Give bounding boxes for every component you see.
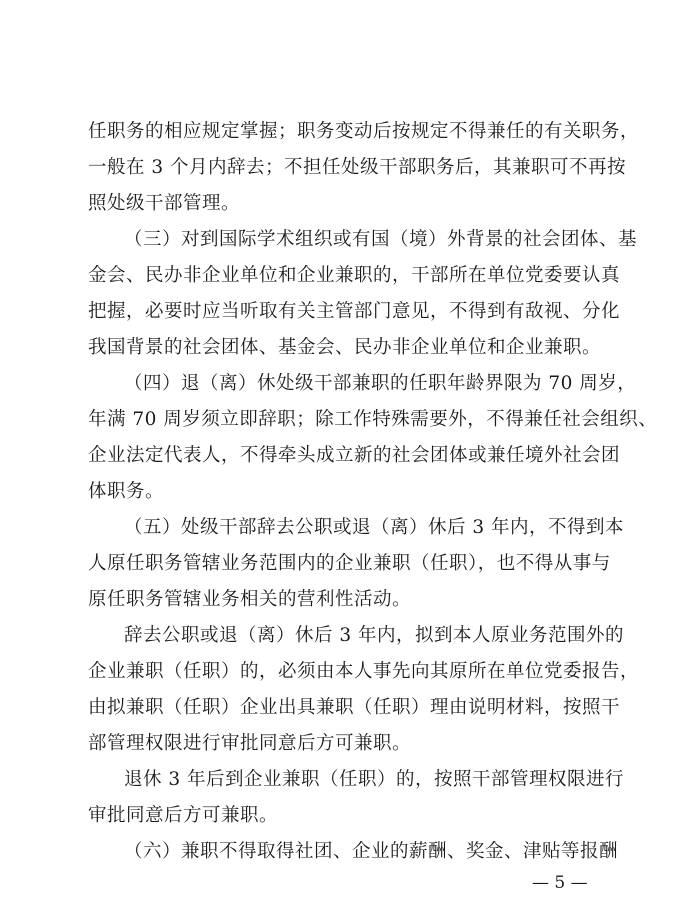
body-text-line: 原任职务管辖业务相关的营利性活动。 [88,589,412,610]
body-text-line: 体职务。 [88,481,165,502]
body-text-line: （六）兼职不得取得社团、企业的薪酬、奖金、津贴等报酬 [124,841,619,862]
body-text-line: 把握，必要时应当听取有关主管部门意见，不得到有敌视、分化 [88,301,621,322]
body-text-line: 由拟兼职（任职）企业出具兼职（任职）理由说明材料，按照干 [88,697,621,718]
body-text-line: 我国背景的社会团体、基金会、民办非企业单位和企业兼职。 [88,337,602,358]
body-text-line: 金会、民办非企业单位和企业兼职的，干部所在单位党委要认真 [88,265,621,286]
body-text-line: 企业法定代表人，不得牵头成立新的社会团体或兼任境外社会团 [88,445,621,466]
body-text-line: （三）对到国际学术组织或有国（境）外背景的社会团体、基 [124,229,638,250]
body-text-line: 一般在 3 个月内辞去；不担任处级干部职务后，其兼职可不再按 [88,157,627,178]
body-text-line: （五）处级干部辞去公职或退（离）休后 3 年内，不得到本 [124,517,625,538]
body-text-line: 照处级干部管理。 [88,193,241,214]
body-text-line: 年满 70 周岁须立即辞职；除工作特殊需要外，不得兼任社会组织、 [88,409,658,430]
body-text-line: 任职务的相应规定掌握；职务变动后按规定不得兼任的有关职务， [88,121,640,142]
body-text-line: 审批同意后方可兼职。 [88,805,279,826]
body-text-line: 辞去公职或退（离）休后 3 年内，拟到本人原业务范围外的 [124,625,625,646]
page-number: — 5 — [532,873,588,893]
body-text-line: 企业兼职（任职）的，必须由本人事先向其原所在单位党委报告， [88,661,640,682]
body-text-line: （四）退（离）休处级干部兼职的任职年龄界限为 70 周岁， [124,373,637,394]
body-text-line: 人原任职务管辖业务范围内的企业兼职（任职），也不得从事与 [88,553,611,574]
body-text-line: 部管理权限进行审批同意后方可兼职。 [88,733,412,754]
body-text-line: 退休 3 年后到企业兼职（任职）的，按照干部管理权限进行 [124,769,625,790]
